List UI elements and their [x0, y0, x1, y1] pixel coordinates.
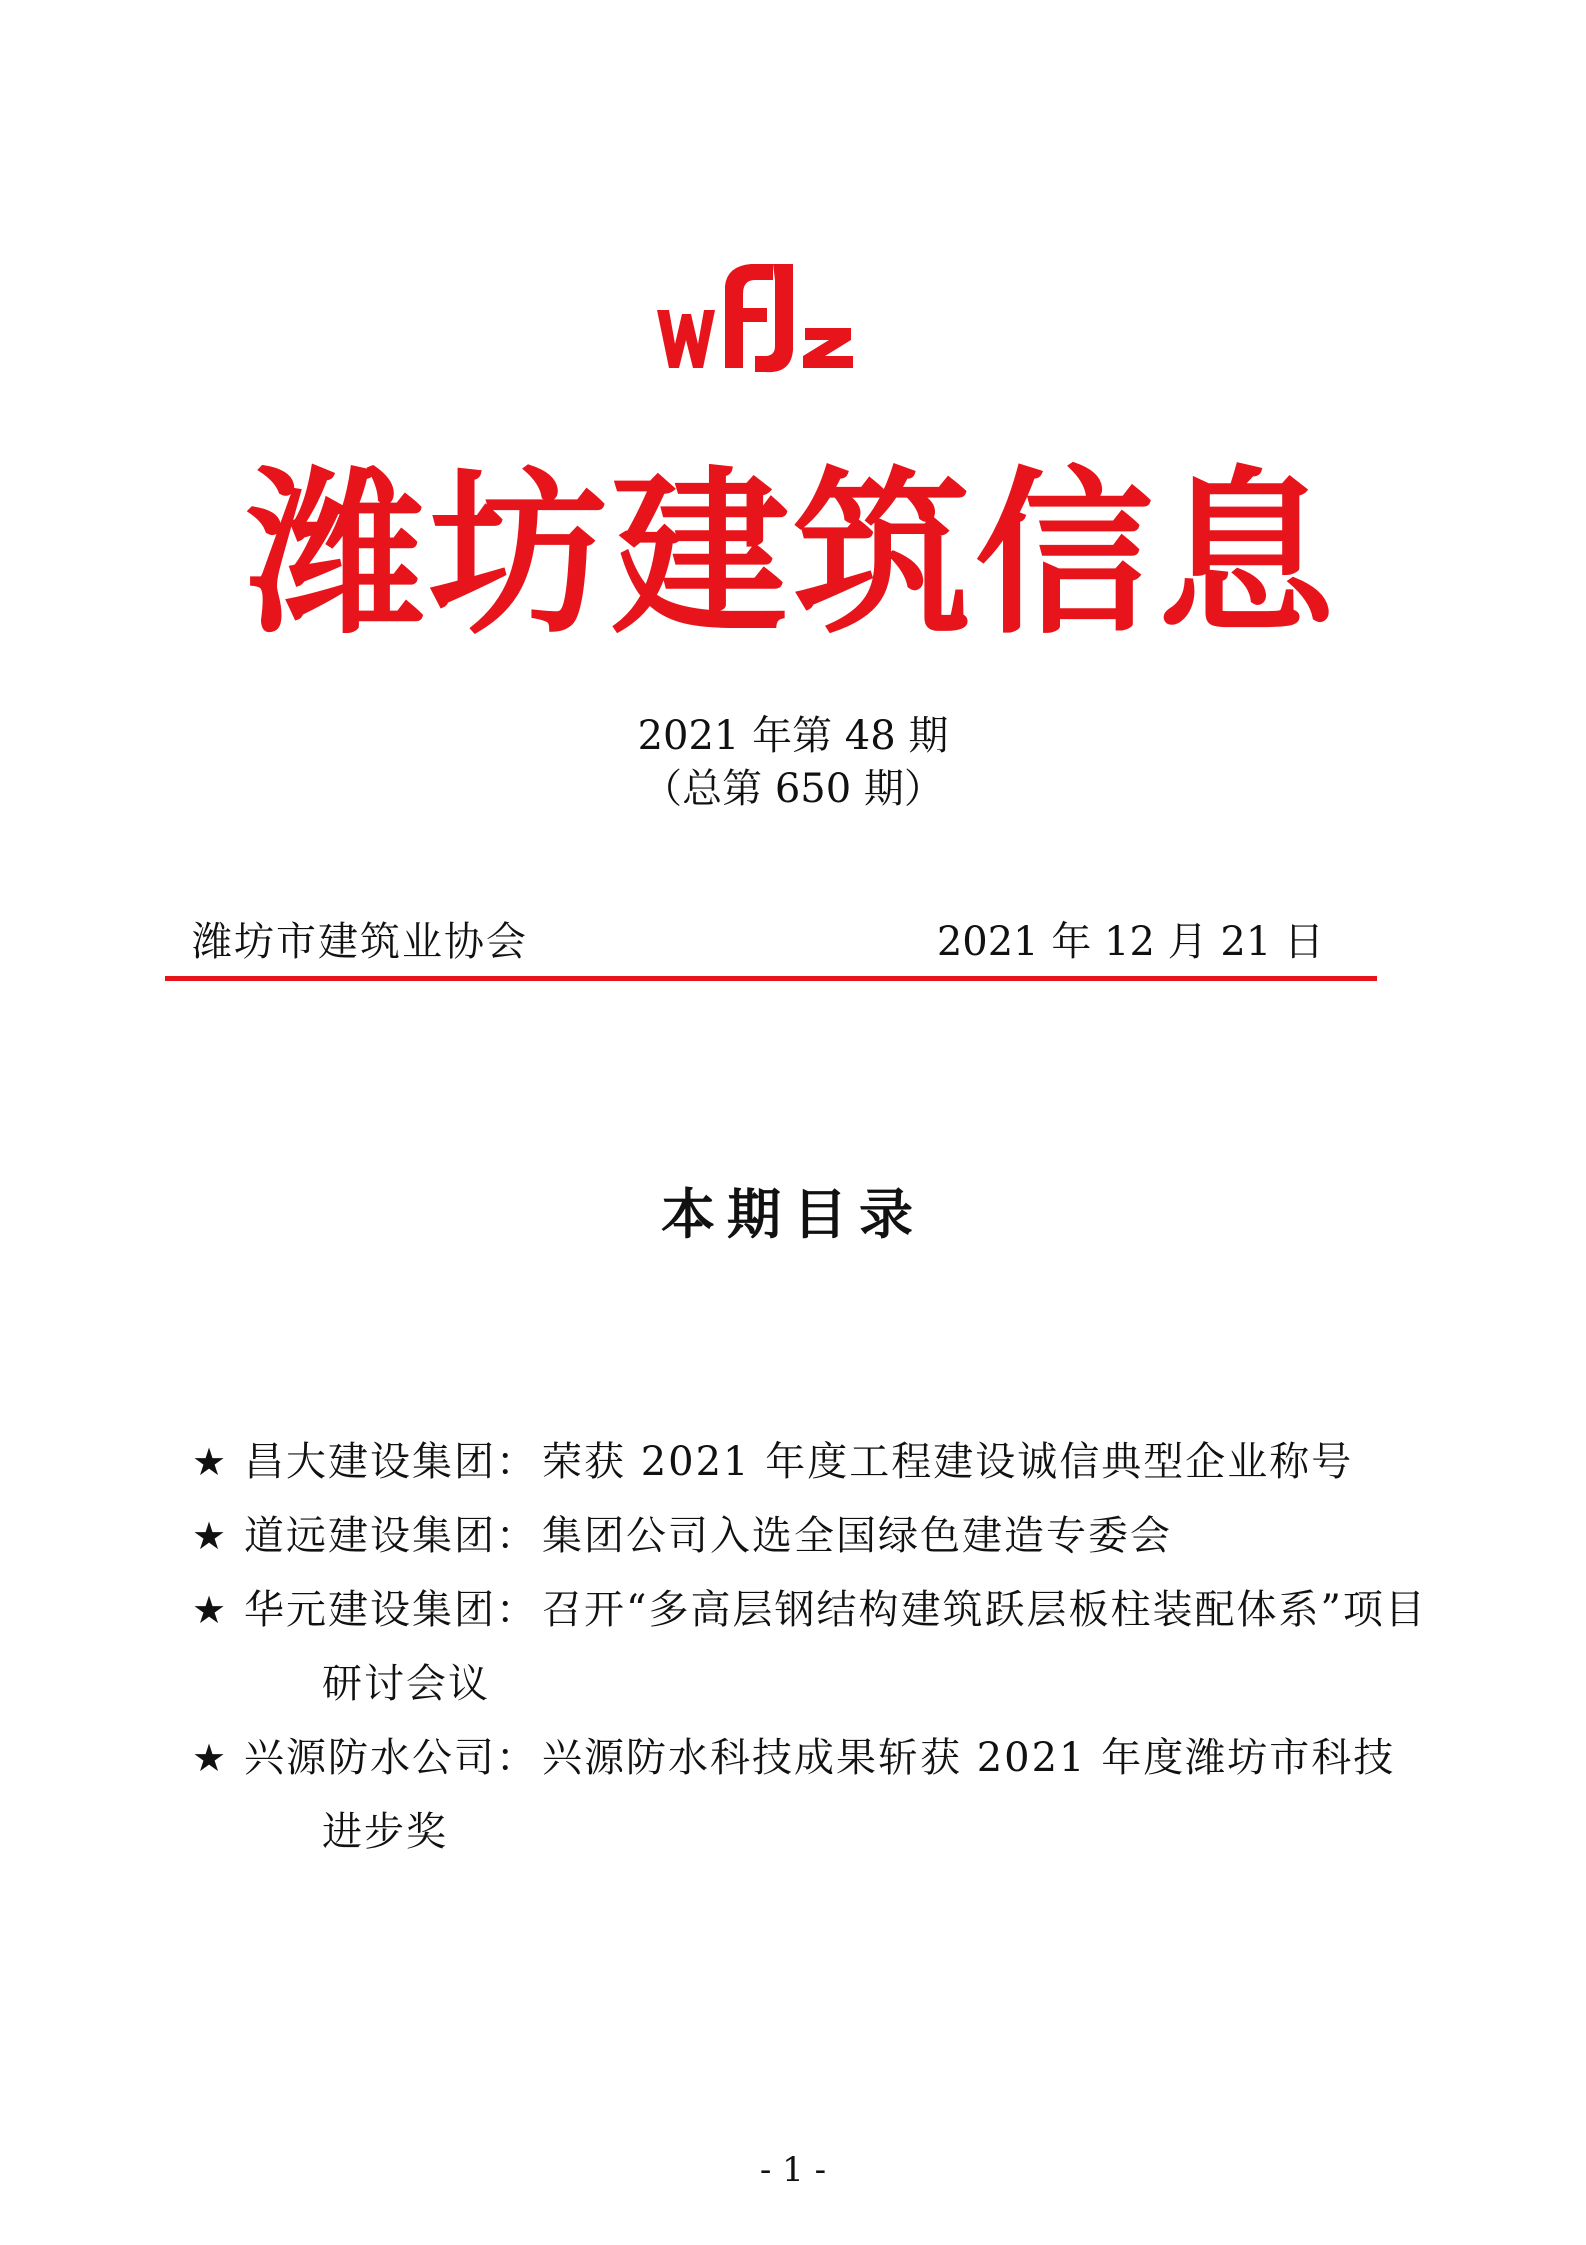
toc-item[interactable]: [192, 1425, 1432, 1499]
toc-item[interactable]: [192, 1721, 1432, 1869]
toc-item-title: 荣获 2021 年度工程建设诚信典型企业称号: [542, 1439, 1354, 1485]
star-icon: ★: [192, 1736, 229, 1780]
table-of-contents: [192, 1425, 1432, 1869]
toc-heading: 本期目录: [661, 1182, 925, 1246]
toc-item-org: 兴源防水公司：: [244, 1735, 538, 1781]
star-icon: ★: [192, 1588, 229, 1632]
toc-item[interactable]: [192, 1573, 1432, 1721]
toc-item-org: 华元建设集团：: [244, 1587, 538, 1633]
toc-item-title: 集团公司入选全国绿色建造专委会: [542, 1513, 1172, 1559]
star-icon: ★: [192, 1440, 229, 1484]
toc-item[interactable]: [192, 1499, 1432, 1573]
toc-item-title: 兴源防水科技成果斩获 2021 年度潍坊市科技进步奖: [322, 1735, 1396, 1855]
wfjz-logo: [655, 258, 860, 378]
masthead-title: 潍坊建筑信息: [247, 451, 1339, 658]
page-number: - 1 -: [759, 2150, 827, 2190]
star-icon: ★: [192, 1514, 229, 1558]
issue-total: （总第 650 期）: [642, 766, 944, 812]
publisher-name: 潍坊市建筑业协会: [192, 919, 528, 965]
wfjz-logo-icon: [655, 258, 860, 378]
toc-item-org: 道远建设集团：: [244, 1513, 538, 1559]
publish-date: 2021 年 12 月 21 日: [936, 919, 1324, 965]
toc-item-org: 昌大建设集团：: [244, 1439, 538, 1485]
issue-number: 2021 年第 48 期: [637, 713, 949, 759]
toc-item-title: 召开“多高层钢结构建筑跃层板柱装配体系”项目研讨会议: [322, 1587, 1427, 1707]
header-divider: [165, 976, 1377, 981]
